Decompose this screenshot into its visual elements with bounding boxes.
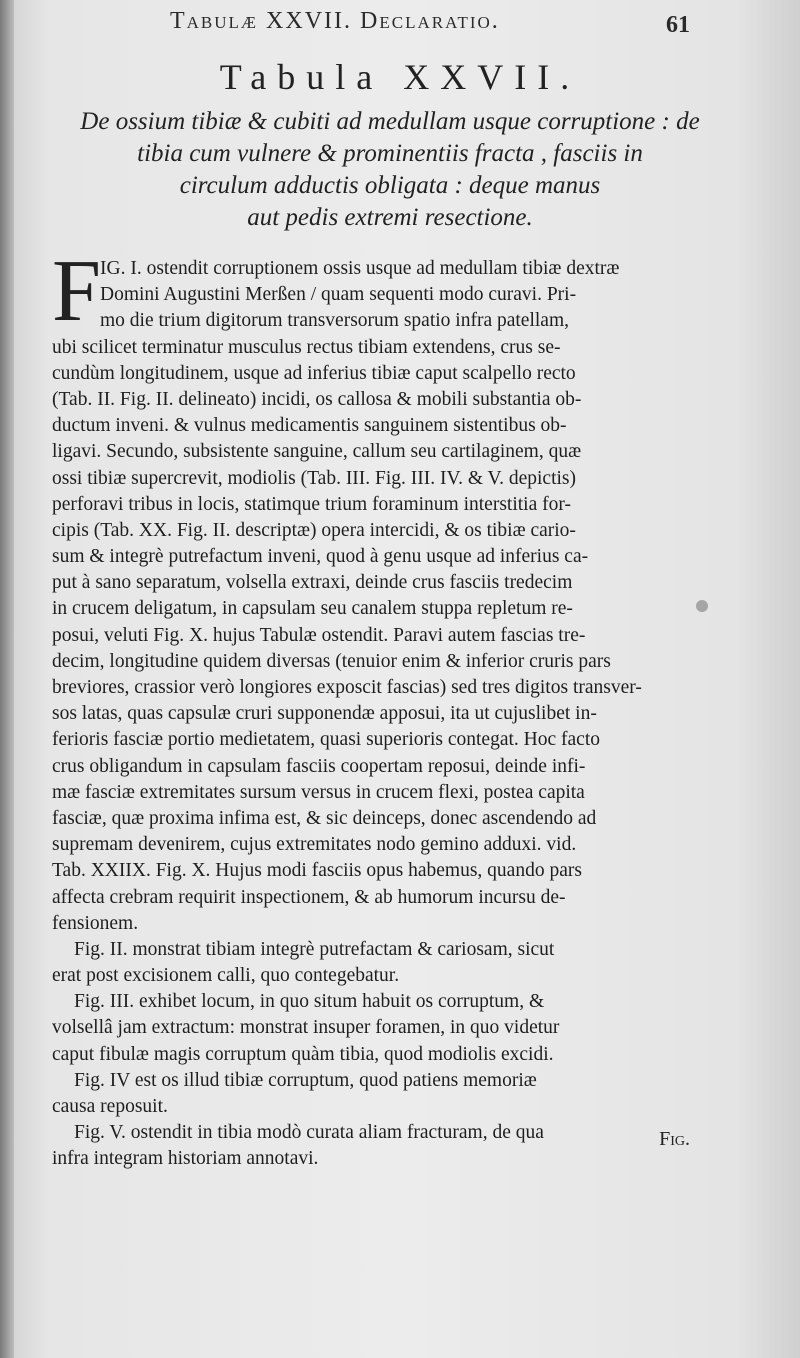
subtitle-line: aut pedis extremi resectione. — [247, 204, 533, 231]
fig-line: Fig. II. monstrat tibiam integrè putrefactam & cariosam, sicut — [74, 938, 555, 960]
body-line: supremam devenirem, cujus extremitates nodo gemino adduxi. vid. — [52, 834, 577, 856]
drop-cap: F — [52, 243, 101, 340]
body-line: Tab. XXIIX. Fig. X. Hujus modi fasciis opus habemus, quando pars — [52, 860, 582, 882]
plate-title: Tabula XXVII. — [219, 57, 581, 97]
catchword: Fig. — [659, 1128, 690, 1150]
fig-line: caput fibulæ magis corruptum quàm tibia, quod modiolis excidi. — [52, 1043, 554, 1065]
body-line: ossi tibiæ supercrevit, modiolis (Tab. III. Fig. III. IV. & V. depictis) — [52, 467, 577, 489]
body-line: fasciæ, quæ proxima infima est, & sic deinceps, donec ascendendo ad — [52, 807, 597, 829]
body-line: (Tab. II. Fig. II. delineato) incidi, os callosa & mobili substantia ob- — [52, 388, 582, 410]
body-line: decim, longitudine quidem diversas (tenuior enim & inferior cruris pars — [52, 650, 611, 672]
body-line: IG. I. ostendit corruptionem ossis usque ad medullam tibiæ dextræ — [100, 258, 620, 279]
body-line: cipis (Tab. XX. Fig. II. descriptæ) opera intercidi, & os tibiæ cario- — [52, 519, 576, 541]
body-line: ductum inveni. & vulnus medicamentis sanguinem sistentibus ob- — [52, 415, 567, 437]
subtitle-line: tibia cum vulnere & prominentiis fracta , fasciis in — [137, 140, 643, 167]
body-line: put à sano separatum, volsella extraxi, deinde crus fasciis tredecim — [52, 572, 573, 594]
body-line: cundùm longitudinem, usque ad inferius tibiæ caput scalpello recto — [52, 362, 576, 384]
fig-line: infra integram historiam annotavi. — [52, 1148, 319, 1170]
fig-line: volsellâ jam extractum: monstrat insuper foramen, in quo videtur — [52, 1017, 560, 1039]
body-line: perforavi tribus in locis, statimque trium foraminum interstitia for- — [52, 493, 571, 515]
body-line: breviores, crassior verò longiores exposcit fascias) sed tres digitos transver- — [52, 677, 642, 698]
plate-subtitle — [70, 106, 710, 234]
page-gutter — [0, 0, 14, 1358]
fig-line: erat post excisionem calli, quo contegebatur. — [52, 965, 400, 987]
body-line: fensionem. — [52, 912, 139, 934]
ink-smudge — [696, 600, 708, 612]
page-number: 61 — [666, 12, 690, 38]
subtitle-line: circulum adductis obligata : deque manus — [179, 172, 601, 199]
fig-line: Fig. III. exhibet locum, in quo situm habuit os corruptum, & — [74, 991, 545, 1013]
body-line: in crucem deligatum, in capsulam seu canalem stuppa repletum re- — [52, 598, 573, 620]
fig-line: Fig. V. ostendit in tibia modò curata aliam fracturam, de qua — [74, 1122, 544, 1144]
fig-line: Fig. IV est os illud tibiæ corruptum, quod patiens memoriæ — [74, 1069, 537, 1091]
body-line: crus obligandum in capsulam fasciis coopertam reposui, deinde infi- — [52, 755, 586, 777]
body-line: Domini Augustini Merßen / quam sequenti modo curavi. Pri- — [100, 284, 577, 306]
body-line: mo die trium digitorum transversorum spatio infra patellam, — [100, 310, 569, 332]
body-line: sos latas, quas capsulæ cruri supponendæ apposui, ita ut cujuslibet in- — [52, 703, 597, 725]
body-text — [52, 243, 692, 1173]
body-line: sum & integrè putrefactum inveni, quod à genu usque ad inferius ca- — [52, 546, 589, 568]
body-line: ferioris fasciæ portio medietatem, quasi superioris contegat. Hoc facto — [52, 729, 600, 751]
subtitle-line: De ossium tibiæ & cubiti ad medullam usque corruptione : de — [80, 108, 700, 135]
body-line: affecta crebram requirit inspectionem, & ab humorum incursu de- — [52, 886, 566, 908]
running-head: Tabulæ XXVII. Declaratio. — [170, 8, 500, 34]
body-line: posui, veluti Fig. X. hujus Tabulæ ostendit. Paravi autem fascias tre- — [52, 624, 586, 646]
fig-line: causa reposuit. — [52, 1096, 168, 1117]
body-line: mæ fasciæ extremitates sursum versus in crucem flexi, postea capita — [52, 781, 585, 803]
body-line: ligavi. Secundo, subsistente sanguine, callum seu cartilaginem, quæ — [52, 441, 582, 463]
body-line: ubi scilicet terminatur musculus rectus tibiam extendens, crus se- — [52, 336, 561, 358]
